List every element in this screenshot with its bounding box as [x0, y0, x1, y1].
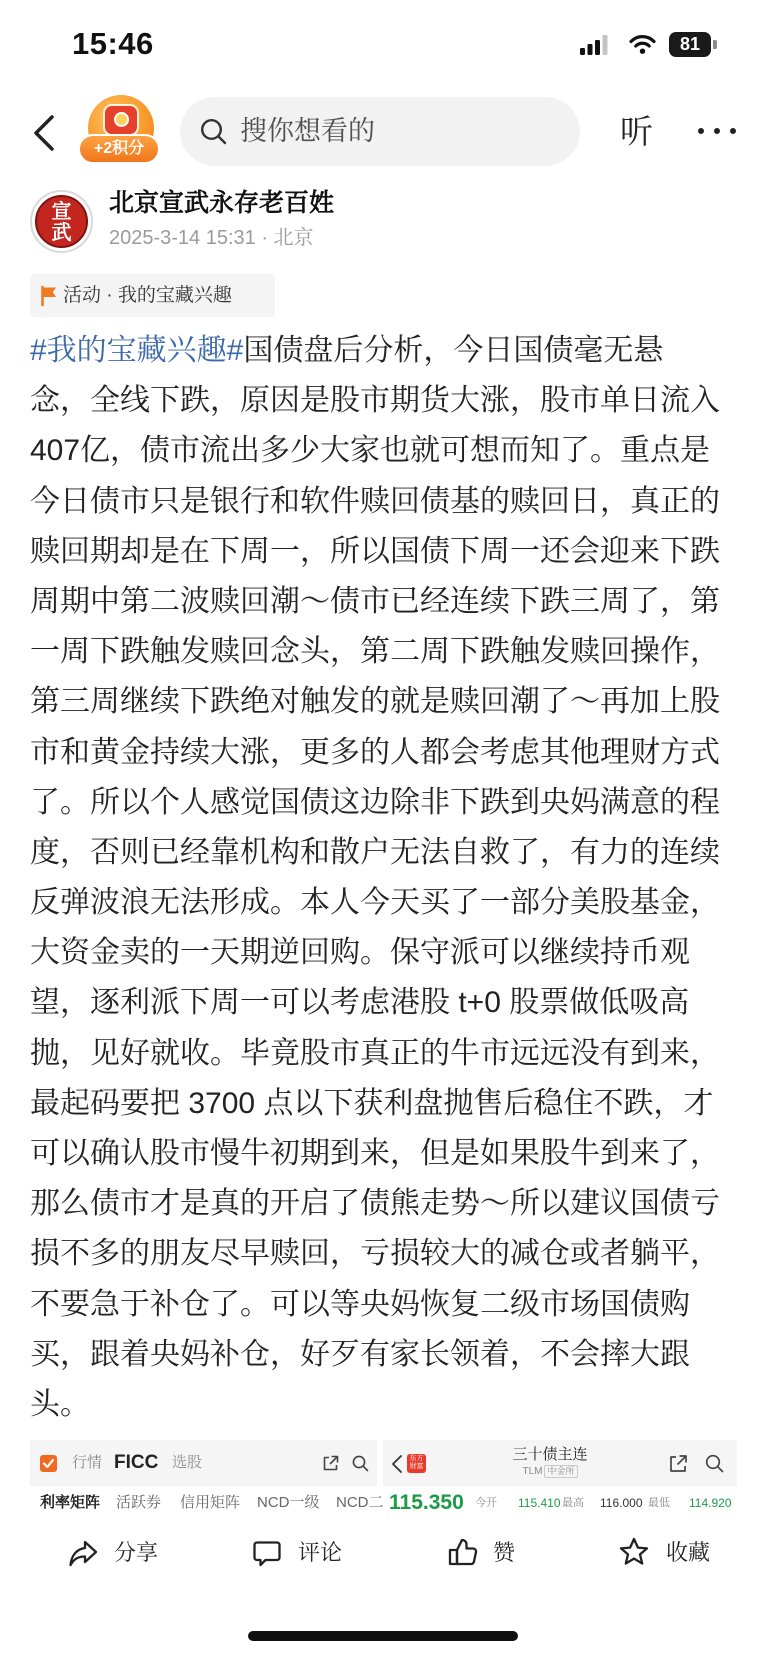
avatar-seal-image [35, 195, 88, 248]
hashtag-link[interactable]: #我的宝藏兴趣# [30, 334, 244, 367]
high-label: 最高 [562, 1497, 584, 1509]
search-icon [200, 118, 227, 145]
comment-button[interactable] [248, 1535, 358, 1571]
wifi-icon [629, 34, 656, 54]
post-body [30, 326, 738, 1430]
author-name[interactable]: 北京宣武永存老百姓 [109, 189, 335, 217]
share-out-icon [668, 1454, 688, 1474]
post-line: 407亿，债市流出多少大家也就可想而知了。重点是 [30, 434, 711, 468]
open-label: 今开 [475, 1497, 497, 1509]
reward-points-badge[interactable]: +2积分 [78, 134, 160, 164]
thumb-subtab: NCD一级 [257, 1494, 320, 1511]
post-line: 不要急于补仓了。可以等央妈恢复二级市场国债购 [30, 1287, 690, 1321]
thumb-subtab: 活跃券 [116, 1494, 162, 1511]
post-line: 念，全线下跌，原因是股市期货大涨，股市单日流入 [30, 384, 720, 418]
thumb-tab-stock-picker: 选股 [172, 1454, 203, 1471]
share-button[interactable] [62, 1535, 172, 1571]
post-line: 一周下跌触发赎回念头，第二周下跌触发赎回操作， [30, 635, 720, 669]
search-icon [352, 1455, 369, 1472]
post-line-text: 国债盘后分析，今日国债毫无悬 [243, 334, 664, 367]
thumb-price-row [383, 1486, 737, 1514]
topic-tag-label: 活动 · 我的宝藏兴趣 [63, 285, 232, 306]
exchange-badge: 中金所 [544, 1465, 577, 1478]
author-avatar[interactable] [30, 190, 93, 253]
post-line [30, 326, 738, 376]
share-out-icon [322, 1455, 339, 1472]
search-input[interactable] [240, 97, 560, 166]
search-icon [705, 1454, 724, 1473]
post-line: 度，否则已经靠机构和散户无法自救了，有力的连续 [30, 835, 720, 869]
open-value: 115.410 [518, 1496, 561, 1510]
battery-indicator: 81 [669, 32, 711, 57]
more-options-icon[interactable] [698, 128, 736, 136]
share-label: 分享 [114, 1540, 159, 1565]
reward-gift-box [103, 104, 139, 136]
thumbs-up-icon [447, 1536, 479, 1568]
thumb-subtab-row [30, 1486, 384, 1514]
avatar-seal-text: 宣武 [51, 198, 72, 244]
thumb-subtab: 信用矩阵 [180, 1494, 241, 1511]
low-label: 最低 [648, 1497, 670, 1509]
post-line: 可以确认股市慢牛初期到来，但是如果股牛到来了， [30, 1137, 720, 1170]
thumb-tab-market: 行情 [72, 1454, 103, 1471]
like-button[interactable] [444, 1535, 534, 1571]
home-indicator[interactable] [248, 1631, 518, 1641]
flag-icon [40, 286, 58, 306]
post-line: 今日债市只是银行和软件赎回债基的赎回日，真正的 [30, 484, 720, 518]
share-icon [67, 1537, 99, 1569]
orange-checkbox-icon [40, 1455, 57, 1472]
cellular-signal-icon [580, 35, 608, 55]
like-label: 赞 [493, 1540, 516, 1565]
post-line: 大资金卖的一天期逆回购。保守派可以继续持币观 [30, 936, 690, 970]
coin-icon [114, 112, 129, 127]
thumb-subtab: 利率矩阵 [40, 1494, 101, 1511]
topic-tag-chip[interactable] [30, 274, 275, 317]
thumb-subtab: NCD二 [336, 1494, 384, 1511]
back-chevron-icon [391, 1454, 403, 1474]
thumb-header-row [383, 1440, 737, 1486]
post-timestamp-location: 2025-3-14 15:31 · 北京 [109, 227, 314, 249]
post-line: 那么债市才是真的开启了债熊走势～所以建议国债亏 [30, 1187, 720, 1221]
comment-label: 评论 [298, 1540, 343, 1565]
post-line: 了。所以个人感觉国债这边除非下跌到央妈满意的程 [30, 785, 720, 819]
thumb-header-row [30, 1440, 377, 1486]
status-time: 15:46 [72, 26, 154, 61]
post-line: 最起码要把 3700 点以下获利盘抛售后稳住不跌，才 [30, 1086, 714, 1120]
favorite-button[interactable] [614, 1535, 734, 1571]
back-chevron-icon[interactable] [30, 114, 58, 152]
low-value: 114.920 [689, 1496, 732, 1510]
post-line: 抛，见好就收。毕竟股市真正的牛市远远没有到来， [30, 1036, 720, 1070]
favorite-label: 收藏 [666, 1540, 711, 1565]
post-line: 望，逐利派下周一可以考虑港股 t+0 股票做低吸高 [30, 986, 690, 1020]
instrument-subtitle [480, 1465, 620, 1479]
comment-icon [252, 1538, 282, 1568]
eastmoney-logo: 东方财富 [407, 1454, 426, 1473]
thumb-tab-ficc: FICC [114, 1452, 159, 1473]
high-value: 116.000 [600, 1496, 643, 1510]
listen-button[interactable]: 听 [620, 113, 653, 150]
post-line: 周期中第二波赎回潮～债市已经连续下跌三周了，第 [30, 584, 720, 618]
star-icon [618, 1536, 650, 1568]
instrument-title: 三十债主连 [512, 1446, 588, 1463]
attachment-image-quote[interactable] [383, 1440, 737, 1514]
post-line: 损不多的朋友尽早赎回，亏损较大的减仓或者躺平， [30, 1237, 720, 1271]
battery-cap [713, 40, 717, 49]
post-line: 赎回期却是在下周一，所以国债下周一还会迎来下跌 [30, 534, 720, 568]
search-bar[interactable] [180, 97, 580, 166]
post-line: 买，跟着央妈补仓，好歹有家长领着，不会摔大跟 [30, 1337, 690, 1371]
post-line: 反弹波浪无法形成。本人今天买了一部分美股基金， [30, 886, 720, 920]
post-line: 市和黄金持续大涨，更多的人都会考虑其他理财方式 [30, 735, 720, 769]
instrument-code: TLM [522, 1466, 543, 1477]
post-line: 第三周继续下跌绝对触发的就是赎回潮了～再加上股 [30, 685, 720, 719]
post-line: 头。 [30, 1387, 90, 1421]
last-price: 115.350 [389, 1491, 464, 1514]
attachment-image-ficc[interactable] [30, 1440, 384, 1514]
